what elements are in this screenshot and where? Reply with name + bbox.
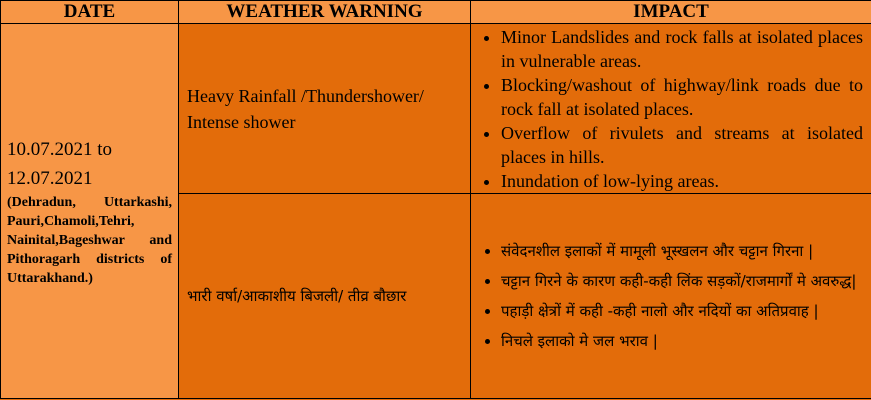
impact-item: • संवेदनशील इलाकों में मामूली भूस्खलन और चट्टान गिरना | [501,236,863,266]
impact-item: • Minor Landslides and rock falls at isolated places in vulnerable areas. [501,25,863,73]
warning-english-text: Heavy Rainfall /Thundershower/ Intense shower [187,85,424,132]
english-row [1,24,871,194]
impact-hindi [471,194,871,399]
warning-hindi [179,194,471,399]
date-range: 10.07.2021 to 12.07.2021 [7,138,113,189]
date-header: DATE [1,1,179,24]
impact-item: • पहाड़ी क्षेत्रों में कही -कही नालो और नदियों का अतिप्रवाह | [501,296,863,326]
impact-item: • Overflow of rivulets and streams at isolated places in hills. [501,121,863,169]
districts-list: (Dehradun, Uttarkashi, Pauri,Chamoli,Tehri, Nainital,Bageshwar and Pithoragarh districts of Uttarakhand.) [7,194,172,286]
impact-item: • Blocking/washout of highway/link roads due to rock fall at isolated places. [501,73,863,121]
impact-hindi-list [471,236,871,356]
date-cell [1,24,179,399]
impact-english [471,24,871,194]
warning-hindi-text: भारी वर्षा/आकाशीय बिजली/ तीव्र बौछार [187,287,407,305]
impact-english-list [471,25,871,193]
weather-warning-header: WEATHER WARNING [179,1,471,24]
warning-english [179,24,471,194]
impact-item: • निचले इलाको मे जल भराव | [501,326,863,356]
impact-header: IMPACT [471,1,871,24]
impact-item: • Inundation of low-lying areas. [501,169,863,193]
impact-item: • चट्टान गिरने के कारण कही-कही लिंक सड़कों/राजमार्गों मे अवरुद्ध| [501,266,863,296]
header-row [1,1,871,24]
